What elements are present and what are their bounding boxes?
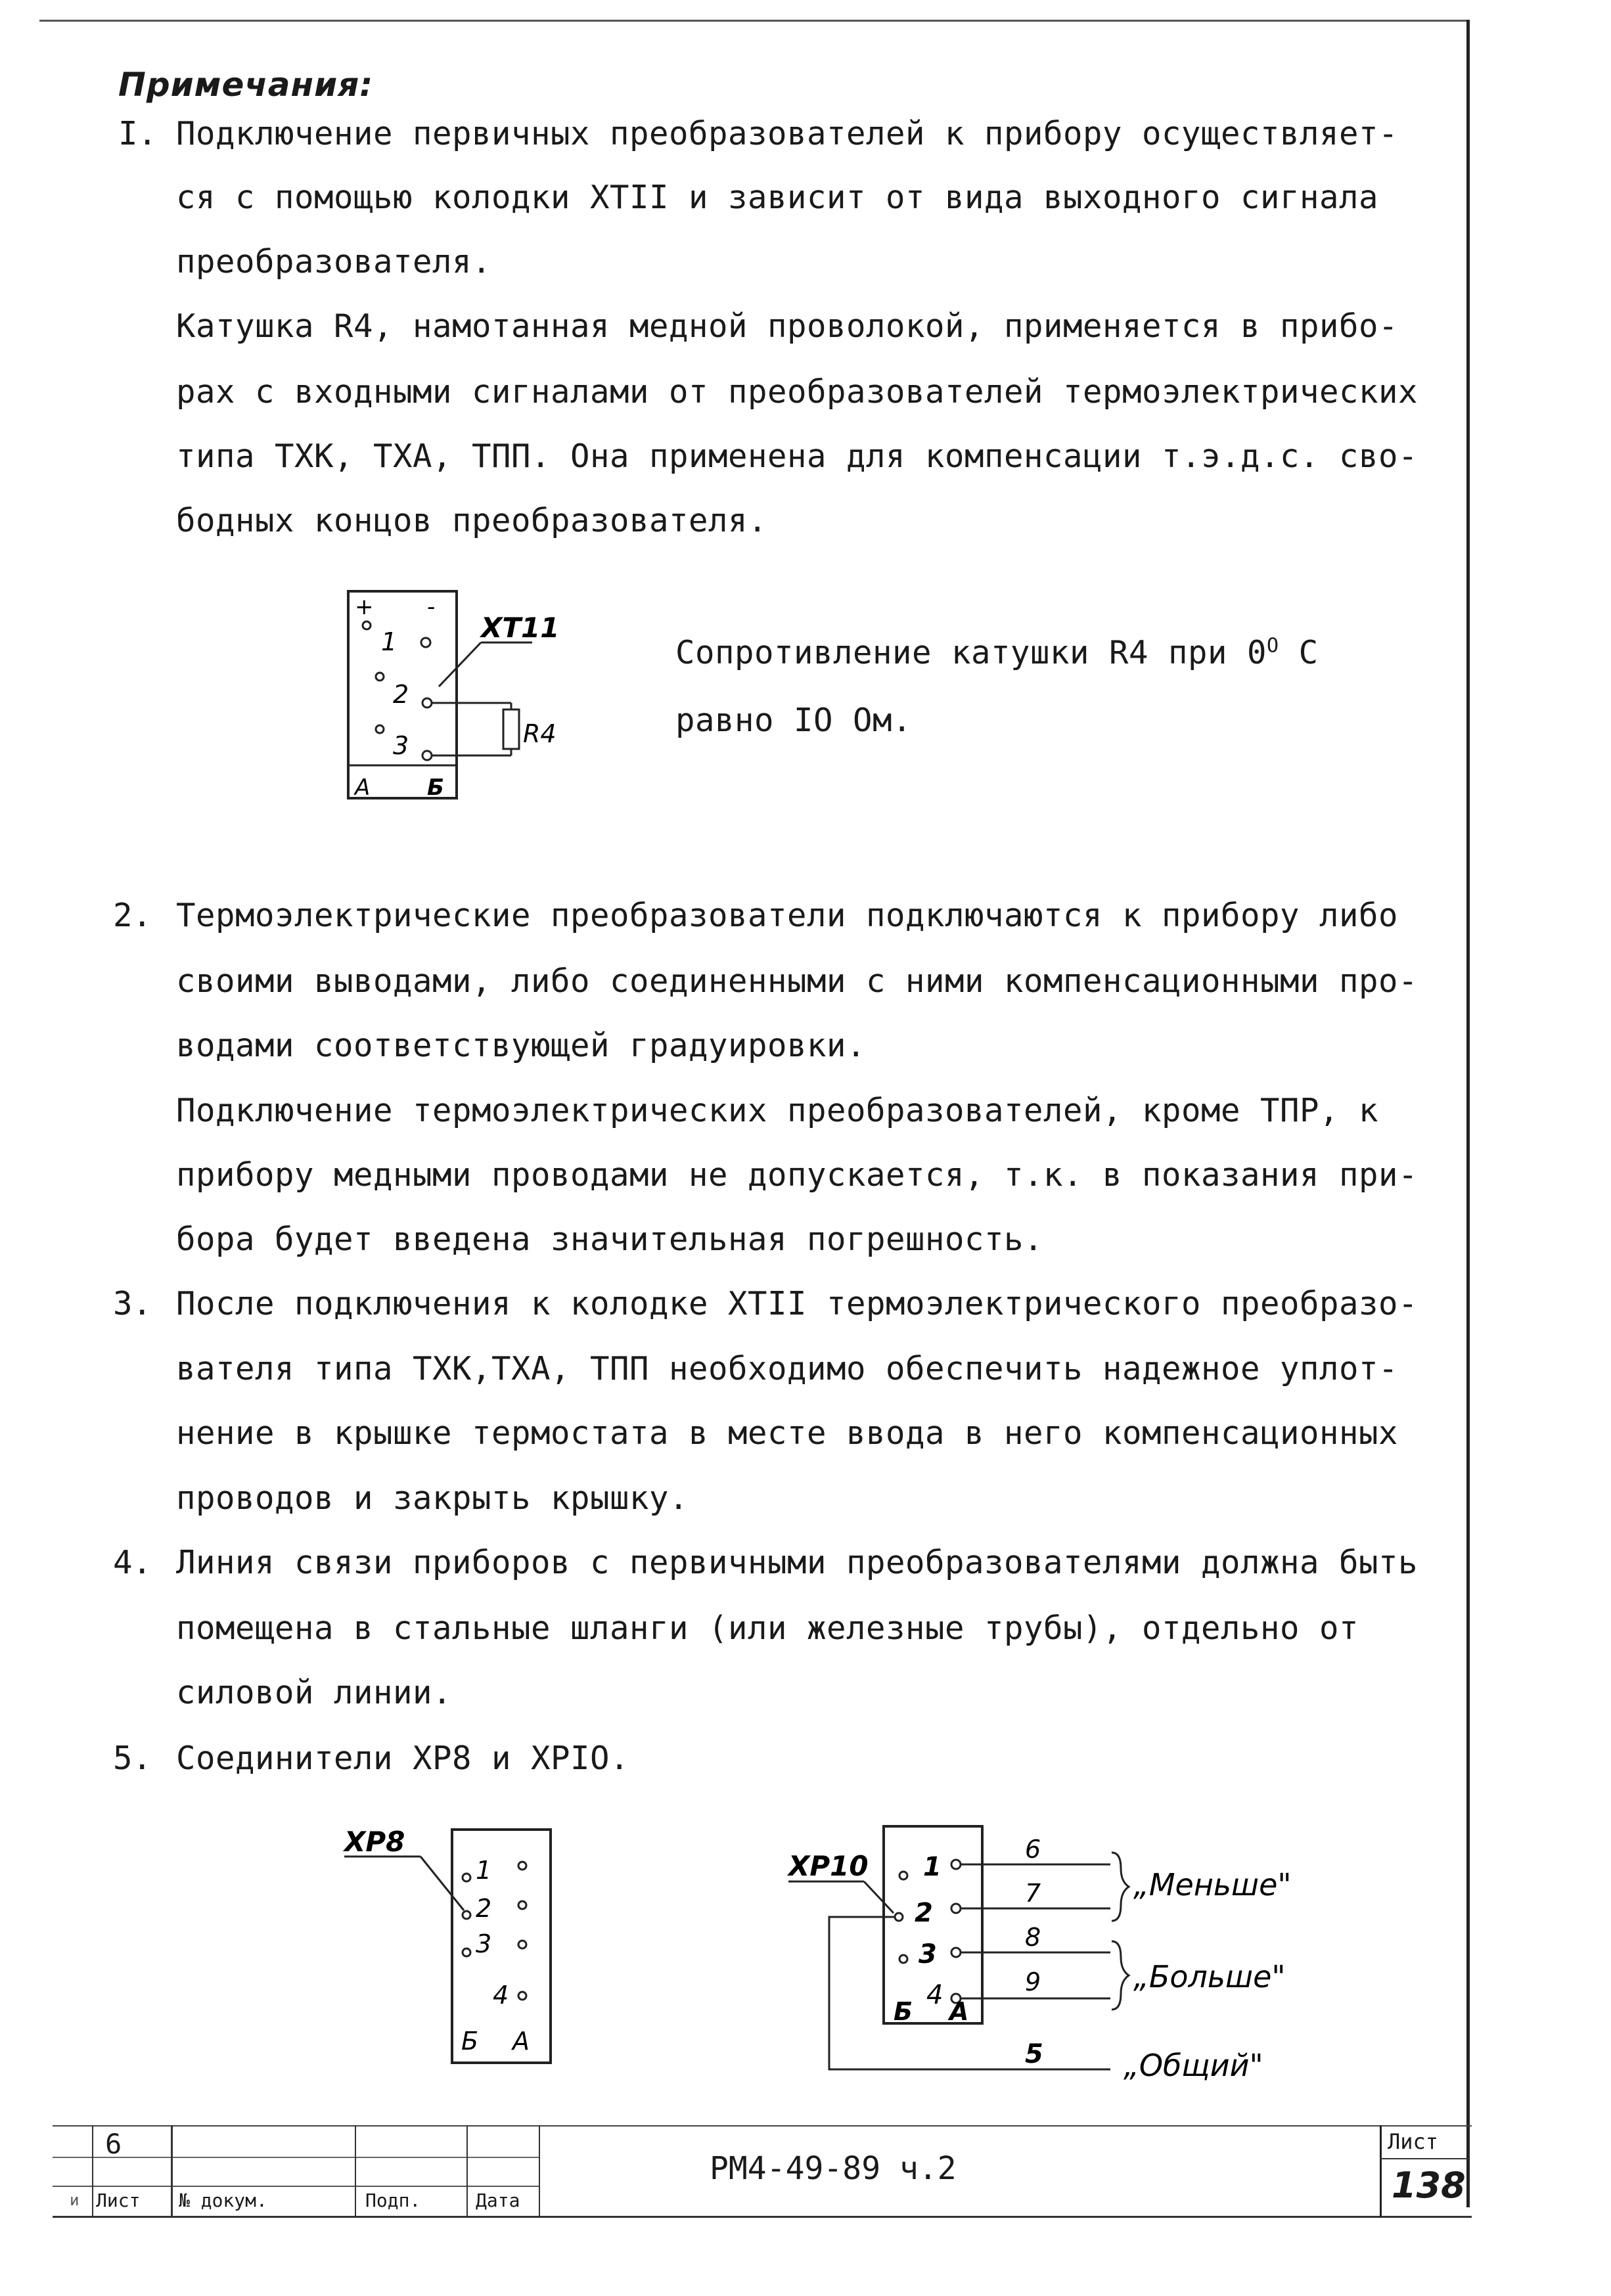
xp10-connector-diagram: [775, 1813, 1367, 2102]
note-5-number: 5.: [113, 1740, 152, 1777]
stamp-header-list: Лист: [96, 2190, 141, 2211]
stamp-header-doc-number: № докум.: [179, 2190, 267, 2211]
xp10-pin-4-label: 4: [926, 1980, 943, 2010]
pin-b3-icon: [422, 751, 432, 760]
xp8-leader-line: [420, 1857, 464, 1910]
xp10-label: XP10: [788, 1850, 869, 1882]
brace-more-icon: [1112, 1941, 1129, 2010]
pin-a1-icon: [363, 621, 371, 629]
xp10-pin-1-label: 1: [923, 1852, 942, 1882]
pin-2-label: 2: [393, 680, 409, 709]
group-less-label: „Меньше": [1133, 1867, 1292, 1902]
r4-caption-text: Сопротивление катушки R4 при 0: [675, 634, 1267, 671]
pin-1-label: 1: [381, 627, 397, 656]
note-4-line: силовой линии.: [176, 1674, 453, 1711]
degree-superscript: О: [1267, 634, 1279, 658]
note-3-line: После подключения к колодке ХТII термоэлектрического преобразо-: [176, 1285, 1418, 1322]
resistor-r4-icon: [503, 709, 519, 749]
plus-sign: +: [355, 594, 374, 620]
note-2-line: Подключение термоэлектрических преобразователей, кроме ТПР, к: [176, 1092, 1379, 1129]
note-4-number: 4.: [113, 1544, 152, 1581]
note-3-number: 3.: [113, 1285, 152, 1322]
xp10-col-a-label: А: [949, 1997, 969, 2026]
pin-a2-icon: [376, 673, 384, 681]
page-frame-top: [39, 20, 1468, 22]
stamp-header-signature: Подп.: [365, 2190, 421, 2211]
note-3-line: вателя типа ТХК,ТХА, ТПП необходимо обеспечить надежное уплот-: [176, 1350, 1399, 1387]
brace-less-icon: [1112, 1853, 1129, 1921]
group-common-label: „Общий": [1123, 2048, 1263, 2083]
wire-8-label: 8: [1025, 1923, 1041, 1952]
pin-b1-icon: [421, 638, 430, 647]
sheet-small-number: 6: [105, 2128, 122, 2160]
xp10-leader-line: [864, 1881, 894, 1913]
xp10-col-b-label: Б: [894, 1997, 913, 2026]
xp8-pin-b3-icon: [518, 1941, 526, 1948]
note-4-line: помещена в стальные шланги (или железные трубы), отдельно от: [176, 1609, 1359, 1647]
xp8-connector-diagram: [335, 1813, 558, 2076]
note-2-line: своими выводами, либо соединенными с ними компенсационными про-: [176, 962, 1418, 1000]
minus-sign: -: [427, 594, 436, 620]
page-frame-right: [1466, 20, 1470, 2207]
list-label: Лист: [1388, 2129, 1439, 2154]
xp10-pin-b1-icon: [951, 1860, 961, 1869]
note-1-line: Подключение первичных преобразователей к прибору осуществляет-: [176, 115, 1399, 152]
xp10-pin-b3-icon: [951, 1948, 961, 1957]
wire-6-label: 6: [1025, 1835, 1041, 1864]
xp10-pin-b2-icon: [951, 1904, 961, 1913]
note-2-line: прибору медными проводами не допускается, т.к. в показания при-: [176, 1156, 1418, 1194]
note-3-line: нение в крышке термостата в месте ввода в него компенсационных: [176, 1414, 1399, 1452]
xt11-label: XT11: [481, 612, 560, 644]
xt11-leader-line: [439, 642, 481, 687]
list-number: 138: [1392, 2165, 1466, 2206]
stamp-header-date: Дата: [476, 2190, 520, 2211]
r4-caption-line-1: [675, 634, 1319, 671]
xp8-pin-b2-icon: [518, 1901, 526, 1909]
note-1-line: Катушка R4, намотанная медной проволокой, применяется в прибо-: [176, 307, 1399, 345]
xp8-col-a-label: А: [512, 2027, 530, 2056]
xp10-pin-2-label: 2: [915, 1898, 933, 1928]
document-code: РМ4-49-89 ч.2: [710, 2150, 957, 2187]
xp8-pin-b1-icon: [518, 1862, 526, 1870]
xp8-col-b-label: Б: [461, 2027, 479, 2056]
wire-7-label: 7: [1025, 1879, 1041, 1908]
pin-b2-icon: [422, 698, 432, 708]
note-2-line: водами соответствующей градуировки.: [176, 1027, 867, 1064]
note-2-line: Термоэлектрические преобразователи подключаются к прибору либо: [176, 897, 1399, 934]
r4-caption-unit: С: [1279, 634, 1319, 671]
wire-9-label: 9: [1025, 1968, 1041, 1996]
r4-caption-line-2: равно IO Ом.: [675, 702, 913, 739]
xp10-pin-3-label: 3: [919, 1939, 937, 1970]
xp8-label: XP8: [344, 1826, 405, 1858]
xp8-pin-a3-icon: [463, 1948, 470, 1956]
xp8-pin-3-label: 3: [476, 1929, 492, 1958]
xt11-connector-diagram: [329, 578, 604, 815]
note-2-number: 2.: [113, 897, 152, 934]
note-1-number: I.: [118, 115, 158, 152]
note-1-line: преобразователя.: [176, 243, 492, 281]
xp8-pin-b4-icon: [518, 1992, 526, 2000]
xp8-pin-a2-icon: [463, 1911, 470, 1919]
note-2-line: бора будет введена значительная погрешность.: [176, 1221, 1044, 1258]
pin-a3-icon: [376, 725, 384, 733]
note-1-line: типа ТХК, ТХА, ТПП. Она применена для компенсации т.э.д.с. сво-: [176, 438, 1418, 475]
xp8-pin-a1-icon: [463, 1874, 470, 1881]
xp10-pin-a2-icon: [895, 1913, 903, 1921]
notes-heading: Примечания:: [118, 66, 374, 104]
title-block: [0, 2119, 1611, 2250]
group-more-label: „Больше": [1133, 1959, 1286, 1994]
xp10-pin-a3-icon: [899, 1955, 907, 1963]
xp10-pin-a1-icon: [899, 1872, 907, 1880]
r4-label: R4: [523, 719, 556, 748]
pin-3-label: 3: [393, 731, 409, 760]
note-3-line: проводов и закрыть крышку.: [176, 1479, 689, 1517]
note-1-line: бодных концов преобразователя.: [176, 502, 768, 539]
note-4-line: Линия связи приборов с первичными преобразователями должна быть: [176, 1544, 1418, 1581]
xp8-pin-4-label: 4: [493, 1981, 509, 2010]
xp8-pin-1-label: 1: [476, 1856, 492, 1885]
wire-5-line: [829, 1917, 1110, 2069]
note-1-line: ся с помощью колодки ХТII и зависит от вида выходного сигнала: [176, 179, 1379, 216]
col-a-label: А: [355, 775, 371, 801]
wire-5-label: 5: [1025, 2039, 1043, 2069]
stamp-header-izm: и: [70, 2191, 79, 2209]
xp8-pin-2-label: 2: [476, 1894, 492, 1923]
col-b-label: Б: [427, 775, 444, 801]
note-1-line: рах с входными сигналами от преобразователей термоэлектрических: [176, 373, 1418, 411]
note-5-line: Соединители ХР8 и ХРIO.: [176, 1740, 630, 1777]
